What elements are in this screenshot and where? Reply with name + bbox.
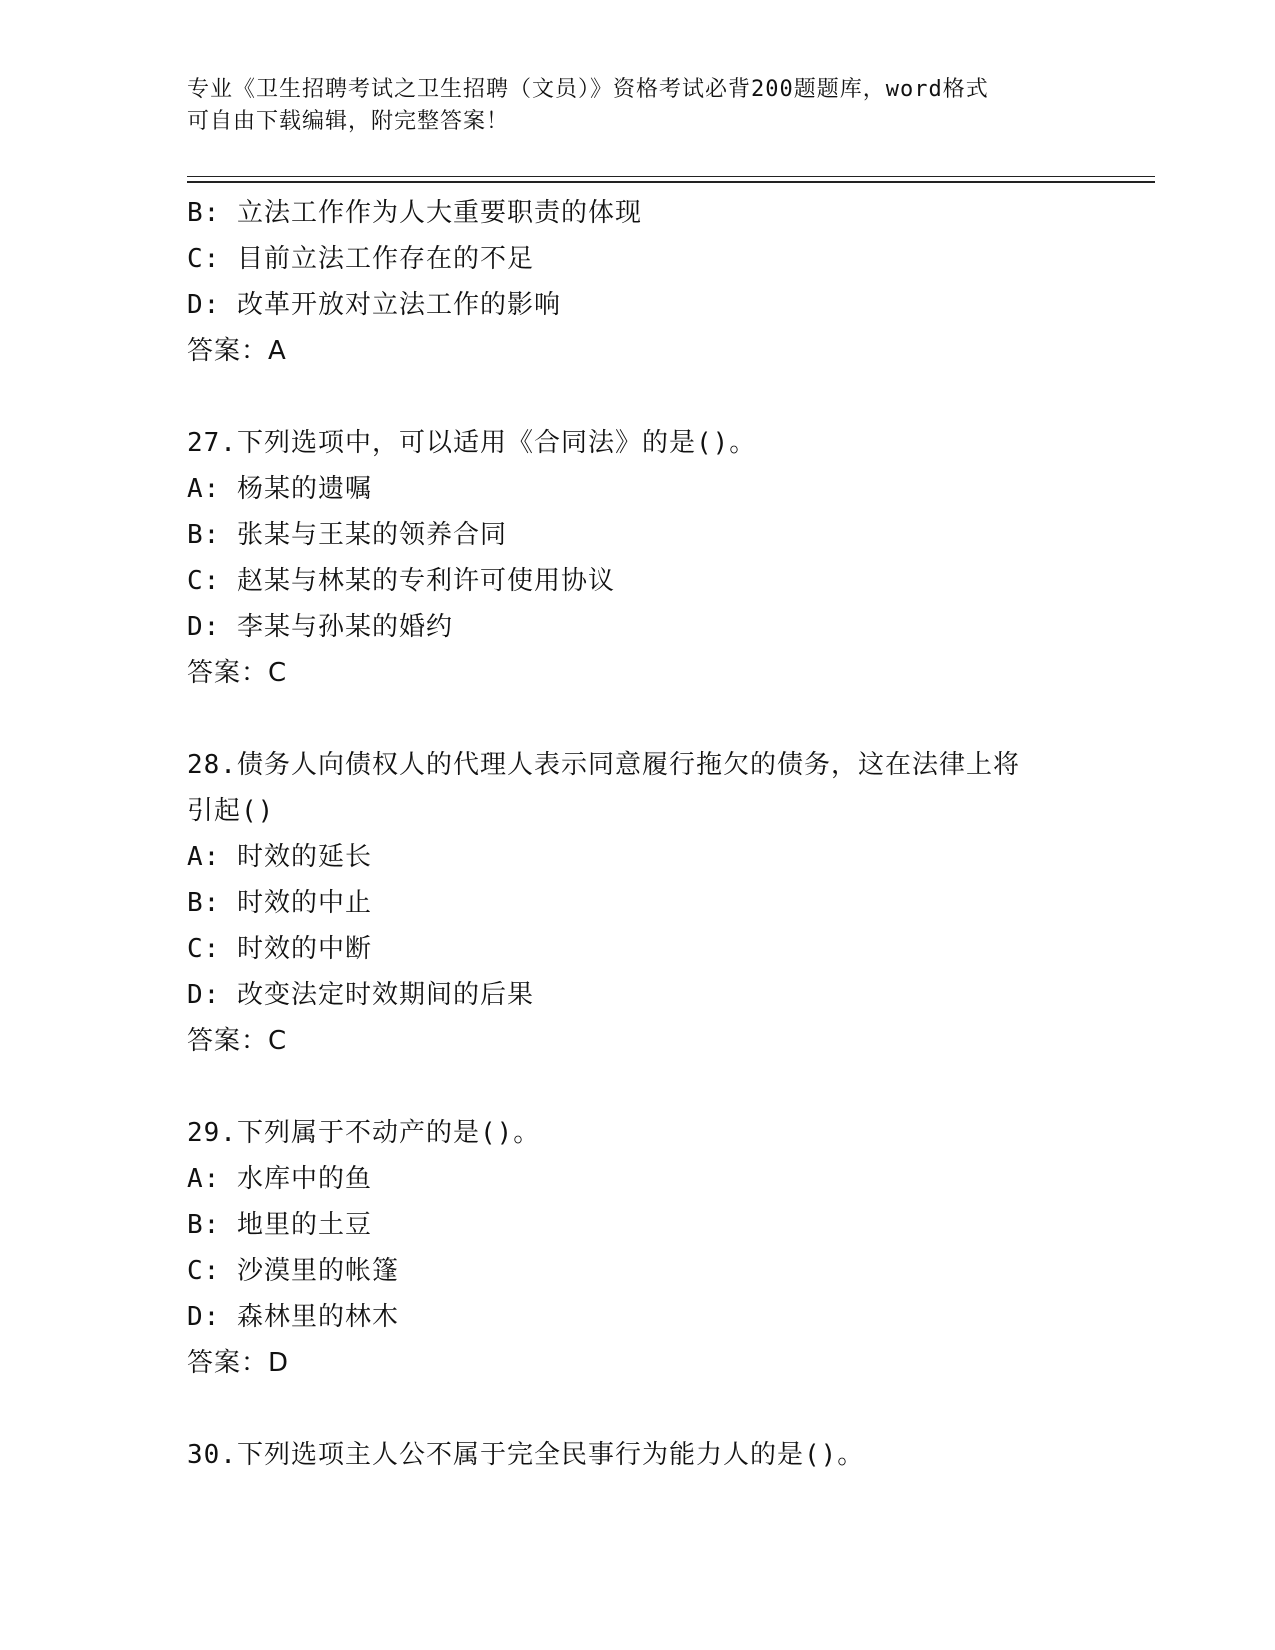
- question-list: [187, 190, 1087, 1478]
- question-29: [187, 1110, 1087, 1386]
- question-26-continued: [187, 190, 1087, 374]
- spacer: [187, 1064, 1087, 1110]
- document-header: [187, 74, 1087, 138]
- option-b: B: 立法工作作为人大重要职责的体现: [187, 198, 642, 228]
- option-c: C: 沙漠里的帐篷: [187, 1256, 399, 1286]
- question-stem: 29.下列属于不动产的是()。: [187, 1118, 541, 1148]
- header-rule-thick: [187, 181, 1155, 183]
- question-27: [187, 420, 1087, 696]
- option-a: A: 时效的延长: [187, 842, 372, 872]
- answer: 答案：D: [187, 1348, 290, 1378]
- header-line-1: 专业《卫生招聘考试之卫生招聘（文员）》资格考试必背200题题库，word格式: [187, 77, 989, 102]
- spacer: [187, 696, 1087, 742]
- header-line-2: 可自由下载编辑，附完整答案！: [187, 109, 510, 134]
- option-b: B: 时效的中止: [187, 888, 372, 918]
- option-b: B: 地里的土豆: [187, 1210, 372, 1240]
- option-d: D: 李某与孙某的婚约: [187, 612, 453, 642]
- spacer: [187, 374, 1087, 420]
- answer: 答案：C: [187, 1026, 288, 1056]
- answer: 答案：A: [187, 336, 287, 366]
- option-d: D: 改变法定时效期间的后果: [187, 980, 534, 1010]
- option-a: A: 水库中的鱼: [187, 1164, 372, 1194]
- spacer: [187, 1386, 1087, 1432]
- option-d: D: 改革开放对立法工作的影响: [187, 290, 561, 320]
- option-d: D: 森林里的林木: [187, 1302, 399, 1332]
- question-28: [187, 742, 1087, 1064]
- question-stem: 30.下列选项主人公不属于完全民事行为能力人的是()。: [187, 1440, 865, 1470]
- question-stem-line-2: 引起(): [187, 796, 275, 826]
- question-stem-line-1: 28.债务人向债权人的代理人表示同意履行拖欠的债务，这在法律上将: [187, 750, 1020, 780]
- option-c: C: 目前立法工作存在的不足: [187, 244, 534, 274]
- question-30: [187, 1432, 1087, 1478]
- header-rule-thin: [187, 176, 1155, 177]
- answer: 答案：C: [187, 658, 288, 688]
- question-stem: 27.下列选项中，可以适用《合同法》的是()。: [187, 428, 757, 458]
- option-b: B: 张某与王某的领养合同: [187, 520, 507, 550]
- option-c: C: 时效的中断: [187, 934, 372, 964]
- option-c: C: 赵某与林某的专利许可使用协议: [187, 566, 615, 596]
- option-a: A: 杨某的遗嘱: [187, 474, 372, 504]
